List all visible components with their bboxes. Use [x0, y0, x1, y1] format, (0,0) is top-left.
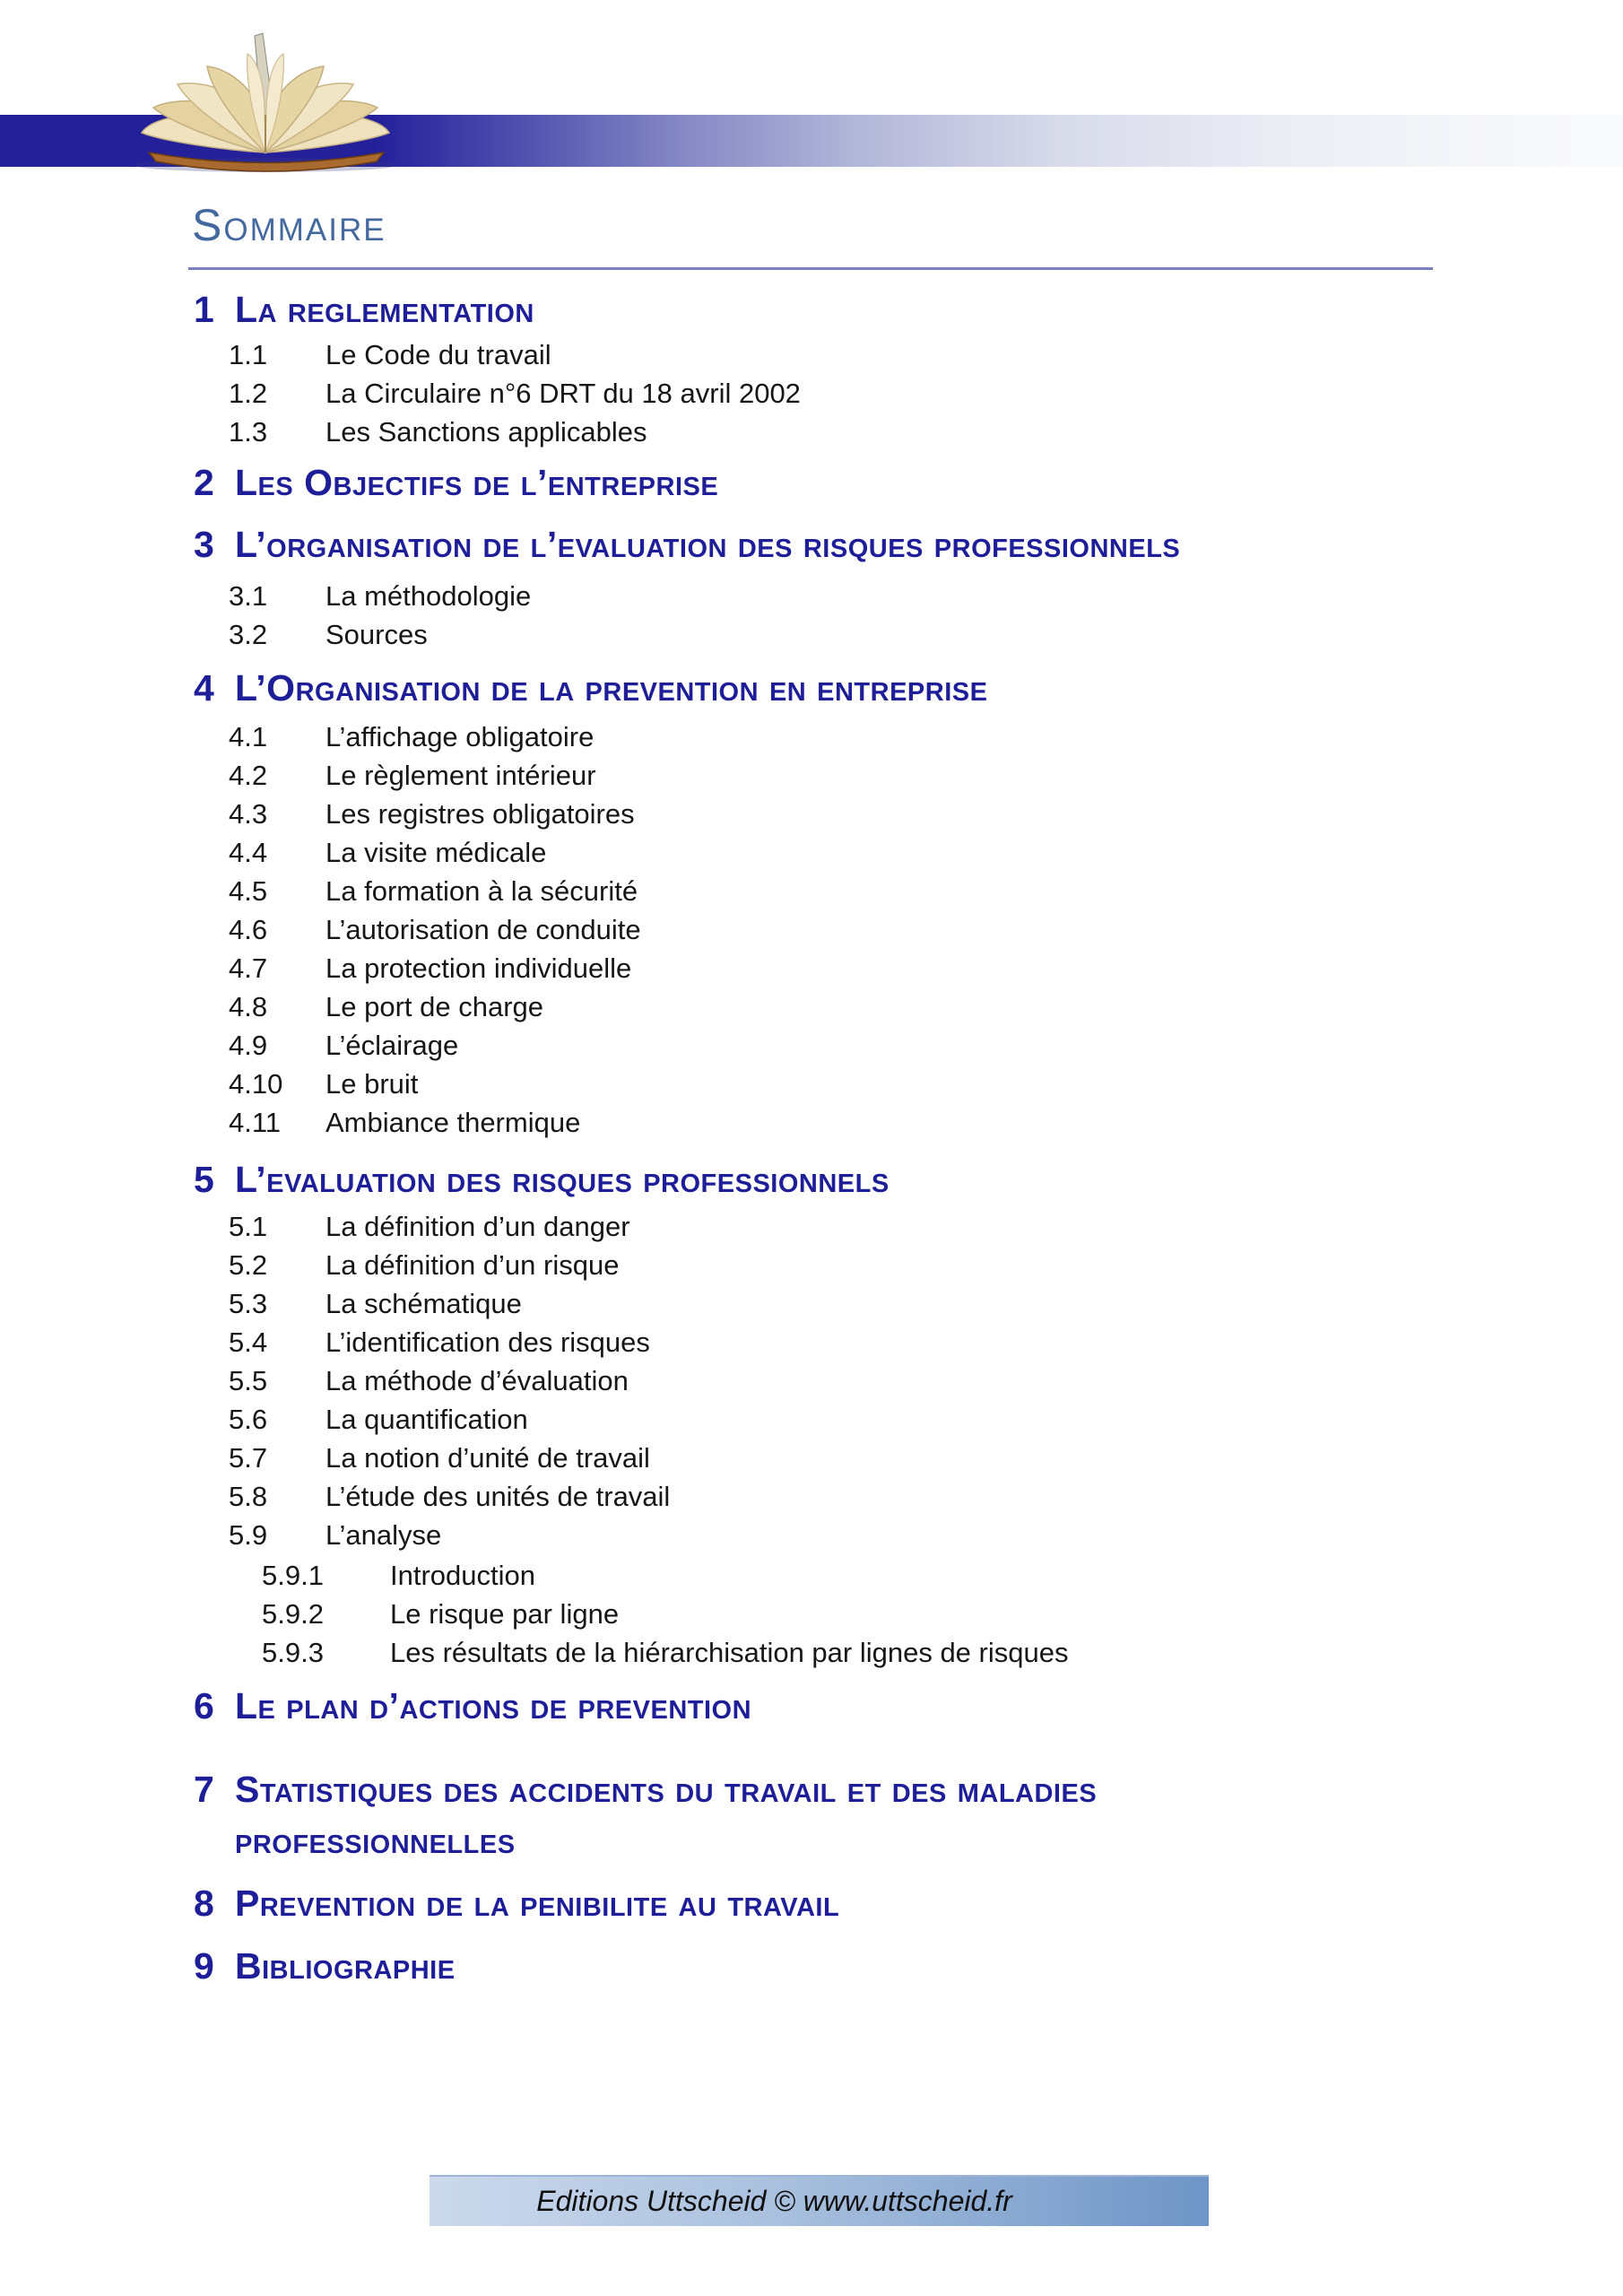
- page-title: Sommaire: [192, 200, 386, 250]
- toc-entry: [0, 1477, 1623, 1516]
- toc-entry: [0, 615, 1623, 654]
- toc-entry-label: Le risque par ligne: [390, 1598, 620, 1630]
- toc-entry-label: La quantification: [325, 1404, 528, 1435]
- toc-entry: [0, 1633, 1623, 1672]
- toc-entry: [0, 413, 1623, 451]
- toc-entry: [0, 1685, 1623, 1726]
- toc-entry-number: 5.9.1: [262, 1560, 324, 1591]
- toc-entry-label: L’affichage obligatoire: [325, 721, 595, 752]
- toc-entry-label: Le bruit: [325, 1068, 419, 1100]
- toc-entry-label: Bibliographie: [235, 1945, 456, 1987]
- toc-entry: [0, 667, 1623, 709]
- toc-entry-label: Le règlement intérieur: [325, 760, 596, 791]
- toc-entry-label: Le plan d’actions de prevention: [235, 1685, 752, 1726]
- footer-text: Editions Uttscheid © www.uttscheid.fr: [536, 2185, 1012, 2217]
- toc-entry-label: Statistiques des accidents du travail et des maladies professionnelles: [235, 1769, 1098, 1861]
- toc-entry: [0, 1764, 1623, 1866]
- toc-entry: [0, 1945, 1623, 1987]
- toc-entry-label: L’organisation de l’evaluation des risques professionnels: [235, 524, 1181, 565]
- toc-entry: [0, 289, 1623, 330]
- toc-entry-label: Sources: [325, 619, 428, 650]
- toc-entry-number: 3.1: [229, 580, 268, 612]
- toc-entry: [0, 1207, 1623, 1246]
- toc-entry-number: 4.7: [229, 952, 268, 984]
- toc-entry-number: 4.4: [229, 837, 268, 868]
- toc-entry-label: L’autorisation de conduite: [325, 914, 641, 945]
- toc-entry-number: 1.2: [229, 378, 268, 409]
- toc-entry-number: 4.11: [229, 1107, 282, 1138]
- toc-entry-number: 4.8: [229, 991, 268, 1022]
- toc-entry-label: La définition d’un danger: [325, 1211, 630, 1242]
- toc-entry: [0, 872, 1623, 910]
- toc-entry-number: 4.2: [229, 760, 268, 791]
- toc-entry: [0, 987, 1623, 1026]
- toc-entry-number: 6: [194, 1685, 215, 1726]
- toc-entry: [0, 1103, 1623, 1142]
- toc-entry-number: 9: [194, 1945, 215, 1987]
- title-rule: [188, 267, 1433, 270]
- toc-entry-number: 4.1: [229, 721, 268, 752]
- toc-entry: [0, 1361, 1623, 1400]
- toc-entry-label: La reglementation: [235, 289, 534, 330]
- toc-entry-number: 5.9.3: [262, 1637, 324, 1668]
- toc-entry-label: L’analyse: [325, 1519, 442, 1551]
- toc-entry: [0, 718, 1623, 756]
- toc-entry: [0, 1065, 1623, 1103]
- toc-entry-number: 5.7: [229, 1442, 268, 1474]
- toc-entry-number: 8: [194, 1883, 215, 1924]
- toc-entry: [0, 1556, 1623, 1595]
- toc-entry-number: 1.1: [229, 339, 268, 370]
- toc-entry-label: La méthodologie: [325, 580, 532, 612]
- toc-entry-number: 5.8: [229, 1481, 268, 1512]
- toc-entry-number: 5.2: [229, 1249, 268, 1281]
- toc-entry-label: Les Objectifs de l’entreprise: [235, 462, 719, 503]
- toc-entry-number: 5.5: [229, 1365, 268, 1396]
- toc-entry-number: 3: [194, 524, 215, 565]
- toc-entry: [0, 524, 1623, 565]
- toc-entry-label: Le Code du travail: [325, 339, 551, 370]
- toc-entry: [0, 335, 1623, 374]
- toc-entry-number: 5.3: [229, 1288, 268, 1319]
- toc-entry-label: La Circulaire n°6 DRT du 18 avril 2002: [325, 378, 801, 409]
- toc-entry-number: 4: [194, 667, 215, 709]
- toc-entry: [0, 1883, 1623, 1924]
- footer-bar: [430, 2175, 1209, 2226]
- toc-entry-label: L’éclairage: [325, 1030, 459, 1061]
- toc-entry-number: 4.6: [229, 914, 268, 945]
- toc-entry-label: Le port de charge: [325, 991, 544, 1022]
- toc-entry-label: Les Sanctions applicables: [325, 416, 647, 448]
- toc-entry-label: Introduction: [390, 1560, 535, 1591]
- toc-entry-label: Les registres obligatoires: [325, 798, 635, 830]
- toc-entry-label: La méthode d’évaluation: [325, 1365, 629, 1396]
- toc-entry-label: La formation à la sécurité: [325, 875, 638, 907]
- toc-entry: [0, 1323, 1623, 1361]
- toc-entry-label: Les résultats de la hiérarchisation par lignes de risques: [390, 1637, 1069, 1668]
- toc-entry-label: La notion d’unité de travail: [325, 1442, 650, 1474]
- toc-entry-number: 5.9: [229, 1519, 268, 1551]
- toc-entry-label: La visite médicale: [325, 837, 547, 868]
- toc-entry: [0, 1439, 1623, 1477]
- toc-entry: [0, 1284, 1623, 1323]
- toc-entry: [0, 1246, 1623, 1284]
- toc-entry-number: 5.4: [229, 1326, 268, 1358]
- open-book-icon: [122, 27, 404, 178]
- toc-entry-label: Ambiance thermique: [325, 1107, 581, 1138]
- toc-entry-label: L’étude des unités de travail: [325, 1481, 671, 1512]
- toc-entry-number: 1: [194, 289, 215, 330]
- toc-entry: [0, 833, 1623, 872]
- toc-entry-number: 5: [194, 1159, 215, 1200]
- toc-entry-label: La schématique: [325, 1288, 522, 1319]
- toc-entry: [0, 1400, 1623, 1439]
- toc-entry: [0, 462, 1623, 503]
- toc-entry: [0, 949, 1623, 987]
- toc-entry-number: 2: [194, 462, 215, 503]
- toc-entry-number: 4.10: [229, 1068, 283, 1100]
- toc-entry: [0, 577, 1623, 615]
- toc-entry: [0, 1516, 1623, 1554]
- toc-entry-label: La définition d’un risque: [325, 1249, 620, 1281]
- toc-entry: [0, 756, 1623, 795]
- toc-entry-number: 4.3: [229, 798, 268, 830]
- toc-entry-number: 7: [194, 1769, 215, 1810]
- toc-entry-number: 4.9: [229, 1030, 268, 1061]
- toc-entry-number: 5.6: [229, 1404, 268, 1435]
- toc-entry: [0, 1159, 1623, 1200]
- toc-entry-label: L’identification des risques: [325, 1326, 650, 1358]
- toc-entry-label: La protection individuelle: [325, 952, 632, 984]
- toc-entry: [0, 910, 1623, 949]
- toc-entry-label: Prevention de la penibilite au travail: [235, 1883, 840, 1924]
- toc-entry: [0, 374, 1623, 413]
- toc-entry-number: 3.2: [229, 619, 268, 650]
- toc-entry-number: 4.5: [229, 875, 268, 907]
- toc-entry-number: 1.3: [229, 416, 268, 448]
- toc-entry-number: 5.1: [229, 1211, 268, 1242]
- toc-entry: [0, 1595, 1623, 1633]
- toc-entry-label: L’evaluation des risques professionnels: [235, 1159, 890, 1200]
- toc-entry: [0, 1026, 1623, 1065]
- toc-entry-number: 5.9.2: [262, 1598, 324, 1630]
- toc-entry-label: L’Organisation de la prevention en entreprise: [235, 667, 988, 709]
- toc-entry: [0, 795, 1623, 833]
- table-of-contents: [0, 271, 1623, 1987]
